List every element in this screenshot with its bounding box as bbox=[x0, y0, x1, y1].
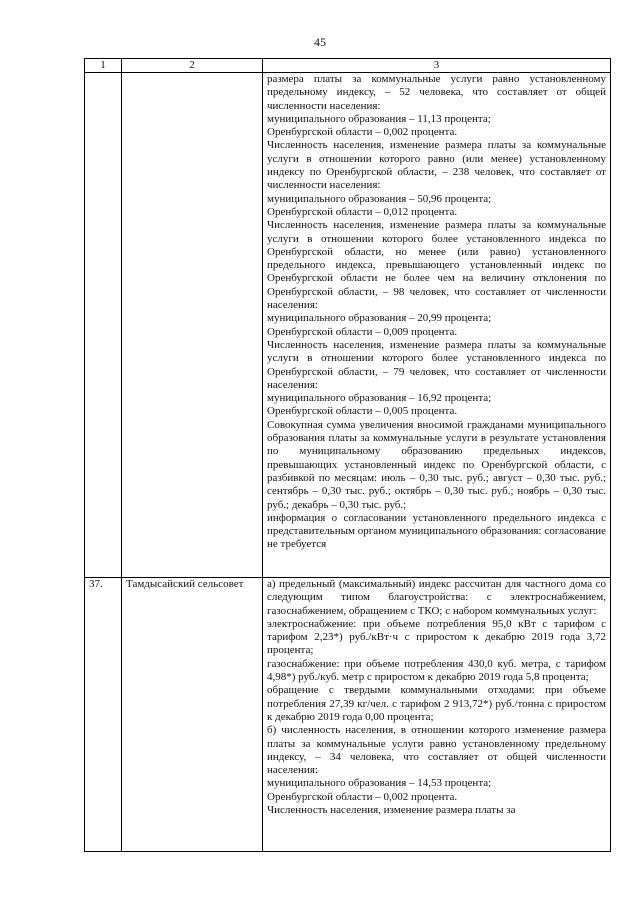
text-line: муниципального образования – 50,96 процента; bbox=[267, 192, 492, 205]
row-text bbox=[263, 73, 611, 578]
page-number: 45 bbox=[314, 35, 326, 49]
text-line: Оренбургской области – 0,009 процента. bbox=[267, 325, 458, 338]
header-col-2: 2 bbox=[122, 59, 263, 73]
text-line: информация о согласовании установленного предельного индекса с представительным органом муниципального образования: согласование не требуется bbox=[267, 511, 606, 551]
text-line: Оренбургской области – 0,005 процента. bbox=[267, 405, 458, 418]
text-line: размера платы за коммунальные услуги равно установленному предельному индексу, – 52 человека, что составляет от общей численности населения: bbox=[267, 73, 606, 112]
row-text bbox=[263, 578, 611, 852]
text-line: Оренбургской области – 0,012 процента. bbox=[267, 205, 458, 218]
header-col-3: 3 bbox=[263, 59, 611, 73]
text-line: Численность населения, изменение размера платы за коммунальные услуги в отношении которого более установленного индекса по Оренбургской области, – 79 человек, что составляет от численности населения: bbox=[267, 338, 606, 391]
text-line: муниципального образования – 20,99 процента; bbox=[267, 312, 492, 325]
text-line: муниципального образования – 14,53 процента; bbox=[267, 777, 492, 790]
text-line: Численность населения, изменение размера платы за bbox=[267, 804, 516, 817]
text-line: муниципального образования – 16,92 процента; bbox=[267, 392, 492, 405]
text-line: Оренбургской области – 0,002 процента. bbox=[267, 126, 458, 139]
text-line: муниципального образования – 11,13 процента; bbox=[267, 112, 491, 125]
table-header-row bbox=[85, 59, 611, 73]
table-row bbox=[85, 73, 611, 578]
header-col-1: 1 bbox=[85, 59, 122, 73]
text-line: б) численность населения, в отношении которого изменение размера платы за коммунальные услуги равно установленному предельному индексу, – 34 человека, что составляет от общей численности населения: bbox=[267, 724, 606, 777]
text-line: Численность населения, изменение размера платы за коммунальные услуги в отношении которого более установленного индекса по Оренбургской области, но менее (или равно) установленного предельного индекса, превышающего установленный индекс по Оренбургской области не более чем на величину отклонения по Оренбургской области, – 98 человек, что составляет от численности населения: bbox=[267, 219, 606, 312]
row-name bbox=[122, 73, 263, 578]
text-line: а) предельный (максимальный) индекс рассчитан для частного дома со следующим типом благоустройства: с электроснабжением, газоснабжением, обращением с ТКО; с набором коммунальных услуг: bbox=[267, 578, 606, 617]
text-line: электроснабжение: при объеме потребления 95,0 кВт с тарифом с тарифом 2,23*) руб./кВт·ч с приростом к декабрю 2019 года 3,72 процента; bbox=[267, 617, 606, 657]
text-line: Оренбургской области – 0,002 процента. bbox=[267, 790, 458, 803]
text-line: Совокупная сумма увеличения вносимой гражданами муниципального образования платы за коммунальные услуги в результате установления по муниципальному образованию предельных индексов, превышающих установленный индекс по Оренбургской области, с разбивкой по месяцам: июль – 0,30 тыс. руб.; август – 0,30 тыс. руб.; сентябрь – 0,30 тыс. руб.; октябрь – 0,30 тыс. руб.; ноябрь – 0,30 тыс. руб.; декабрь – 0,30 тыс. руб.; bbox=[267, 418, 606, 511]
table-row bbox=[85, 578, 611, 852]
document-table bbox=[84, 58, 611, 852]
row-number: 37. bbox=[85, 578, 122, 852]
text-line: обращение с твердыми коммунальными отходами: при объеме потребления 27,39 кг/чел. с тарифом 2 913,72*) руб./тонна с приростом к декабрю 2019 года 0,00 процента; bbox=[267, 684, 606, 723]
row-number bbox=[85, 73, 122, 578]
text-line: газоснабжение: при объеме потребления 430,0 куб. метра, с тарифом 4,98*) руб./куб. метр с приростом к декабрю 2019 года 5,8 процента; bbox=[267, 657, 606, 684]
text-line: Численность населения, изменение размера платы за коммунальные услуги в отношении которого равно (или менее) установленному индексу по Оренбургской области, – 238 человек, что составляет от численности населения: bbox=[267, 139, 606, 192]
row-name: Тамдысайский сельсовет bbox=[122, 578, 263, 852]
